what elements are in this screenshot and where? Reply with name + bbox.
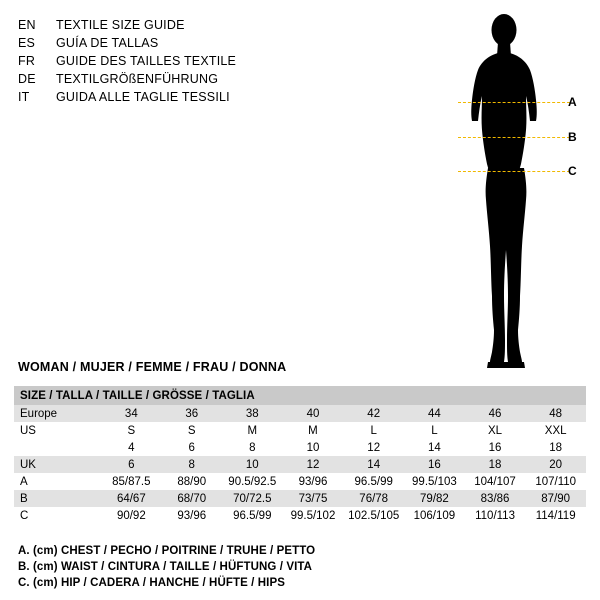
cell: 12 [283, 456, 344, 473]
cell: 90/92 [101, 507, 162, 524]
cell: M [222, 422, 283, 439]
cell: 4 [101, 439, 162, 456]
row-label: A [14, 473, 101, 490]
cell: 102.5/105 [343, 507, 404, 524]
footnote-hip: C. (cm) HIP / CADERA / HANCHE / HÜFTE / HIPS [18, 577, 286, 589]
cell: 110/113 [465, 507, 526, 524]
cell: 107/110 [525, 473, 586, 490]
cell: 6 [101, 456, 162, 473]
cell: M [283, 422, 344, 439]
female-body-silhouette [430, 8, 590, 370]
cell: 18 [525, 439, 586, 456]
cell: 38 [222, 405, 283, 422]
footnotes-block [18, 543, 578, 591]
table-row [14, 405, 586, 422]
cell: 8 [222, 439, 283, 456]
cell: 14 [404, 439, 465, 456]
cell: 68/70 [162, 490, 222, 507]
cell: 90.5/92.5 [222, 473, 283, 490]
cell: 46 [465, 405, 526, 422]
size-table [14, 386, 586, 524]
cell: 12 [343, 439, 404, 456]
footnote-waist: B. (cm) WAIST / CINTURA / TAILLE / HÜFTUNG / VITA [18, 561, 313, 573]
language-code: DE [18, 72, 36, 86]
language-title: TEXTILE SIZE GUIDE [56, 18, 185, 32]
cell: 85/87.5 [101, 473, 162, 490]
cell: 73/75 [283, 490, 344, 507]
row-label: Europe [14, 405, 101, 422]
cell: 20 [525, 456, 586, 473]
cell: 87/90 [525, 490, 586, 507]
language-title: GUÍA DE TALLAS [56, 36, 159, 50]
cell: 93/96 [283, 473, 344, 490]
table-header-row [14, 386, 586, 405]
language-title: GUIDE DES TAILLES TEXTILE [56, 54, 237, 68]
cell: 40 [283, 405, 344, 422]
cell: L [404, 422, 465, 439]
language-row [18, 16, 318, 34]
language-title: GUIDA ALLE TAGLIE TESSILI [56, 90, 230, 104]
cell: 106/109 [404, 507, 465, 524]
cell: 36 [162, 405, 222, 422]
body-silhouette-icon [430, 8, 590, 370]
cell: 8 [162, 456, 222, 473]
table-row [14, 473, 586, 490]
measure-label-b: B [568, 130, 577, 144]
cell: 96.5/99 [222, 507, 283, 524]
language-row [18, 70, 318, 88]
cell: 99.5/103 [404, 473, 465, 490]
language-row [18, 52, 318, 70]
cell: 83/86 [465, 490, 526, 507]
measure-line-c [458, 171, 570, 172]
cell: 93/96 [162, 507, 222, 524]
cell: 42 [343, 405, 404, 422]
language-row [18, 34, 318, 52]
language-code: EN [18, 18, 36, 32]
cell: 64/67 [101, 490, 162, 507]
cell: 79/82 [404, 490, 465, 507]
footnote-chest: A. (cm) CHEST / PECHO / POITRINE / TRUHE / PETTO [18, 545, 316, 557]
table-header-label: SIZE / TALLA / TAILLE / GRÖSSE / TAGLIA [14, 386, 586, 405]
cell: 48 [525, 405, 586, 422]
cell: 99.5/102 [283, 507, 344, 524]
cell: L [343, 422, 404, 439]
cell: S [162, 422, 222, 439]
table-row [14, 439, 586, 456]
cell: 104/107 [465, 473, 526, 490]
cell: S [101, 422, 162, 439]
cell: 114/119 [525, 507, 586, 524]
language-code: FR [18, 54, 36, 68]
table-row [14, 490, 586, 507]
cell: XXL [525, 422, 586, 439]
cell: 34 [101, 405, 162, 422]
row-label: B [14, 490, 101, 507]
measure-line-b [458, 137, 570, 138]
measure-line-a [458, 102, 570, 103]
cell: XL [465, 422, 526, 439]
language-header-block [18, 16, 318, 106]
cell: 96.5/99 [343, 473, 404, 490]
row-label: UK [14, 456, 101, 473]
cell: 10 [283, 439, 344, 456]
cell: 70/72.5 [222, 490, 283, 507]
cell: 14 [343, 456, 404, 473]
section-title: WOMAN / MUJER / FEMME / FRAU / DONNA [18, 360, 287, 374]
cell: 10 [222, 456, 283, 473]
cell: 88/90 [162, 473, 222, 490]
cell: 76/78 [343, 490, 404, 507]
table-row [14, 507, 586, 524]
cell: 16 [465, 439, 526, 456]
row-label: C [14, 507, 101, 524]
table-row [14, 456, 586, 473]
cell: 18 [465, 456, 526, 473]
language-code: IT [18, 90, 30, 104]
cell: 44 [404, 405, 465, 422]
language-title: TEXTILGRÖßENFÜHRUNG [56, 72, 219, 86]
measure-label-c: C [568, 164, 577, 178]
cell: 6 [162, 439, 222, 456]
row-label [14, 439, 101, 456]
cell: 16 [404, 456, 465, 473]
language-code: ES [18, 36, 36, 50]
table-row [14, 422, 586, 439]
language-row [18, 88, 318, 106]
row-label: US [14, 422, 101, 439]
measure-label-a: A [568, 95, 577, 109]
